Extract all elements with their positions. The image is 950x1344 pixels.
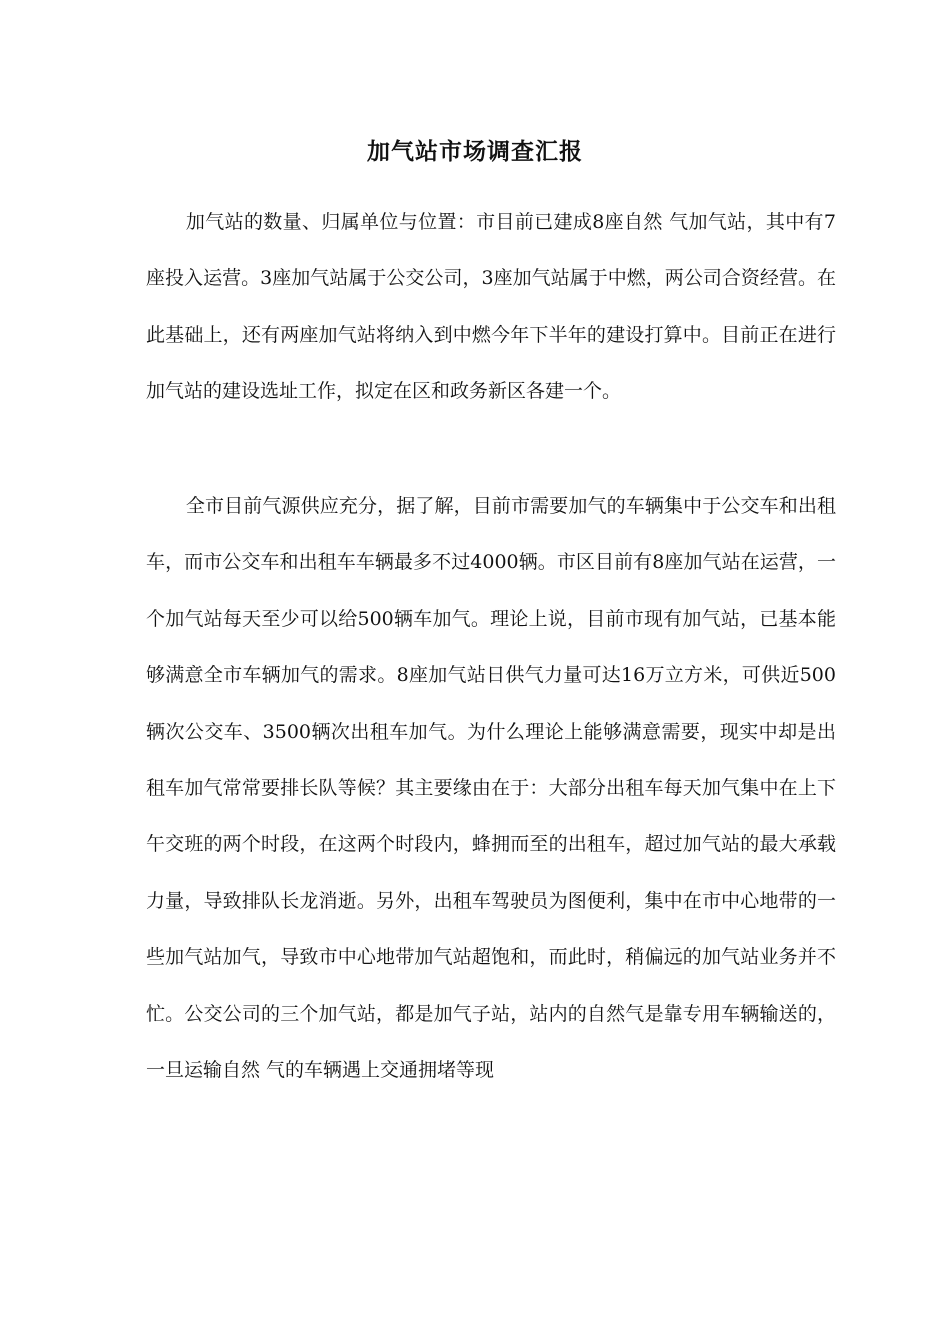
document-title: 加气站市场调查汇报 xyxy=(367,138,583,165)
paragraph-gas-supply: 全市目前气源供应充分，据了解，目前市需要加气的车辆集中于公交车和出租车，而市公交车和出租车车辆最多不过4000辆。市区目前有8座加气站在运营，一个加气站每天至少可以给500辆车加气。理论上说，目前市现有加气站，已基本能够满意全市车辆加气的需求。8座加气站日供气力量可达16万立方米，可供近500辆次公交车、3500辆次出租车加气。为什么理论上能够满意需要，现实中却是出租车加气常常要排长队等候？其主要缘由在于：大部分出租车每天加气集中在上下午交班的两个时段，在这两个时段内，蜂拥而至的出租车，超过加气站的最大承载力量，导致排队长龙消逝。另外，出租车驾驶员为图便利，集中在市中心地带的一些加气站加气，导致市中心地带加气站超饱和，而此时，稍偏远的加气站业务并不忙。公交公司的三个加气站，都是加气子站，站内的自然气是靠专用车辆输送的，一旦运输自然 气的车辆遇上交通拥堵等现 xyxy=(146,495,836,1082)
paragraph-station-count: 加气站的数量、归属单位与位置：市目前已建成8座自然 气加气站，其中有7座投入运营。3座加气站属于公交公司，3座加气站属于中燃，两公司合资经营。在此基础上，还有两座加气站将纳入到中燃今年下半年的建设打算中。目前正在进行加气站的建设选址工作，拟定在区和政务新区各建一个。 xyxy=(146,211,836,403)
